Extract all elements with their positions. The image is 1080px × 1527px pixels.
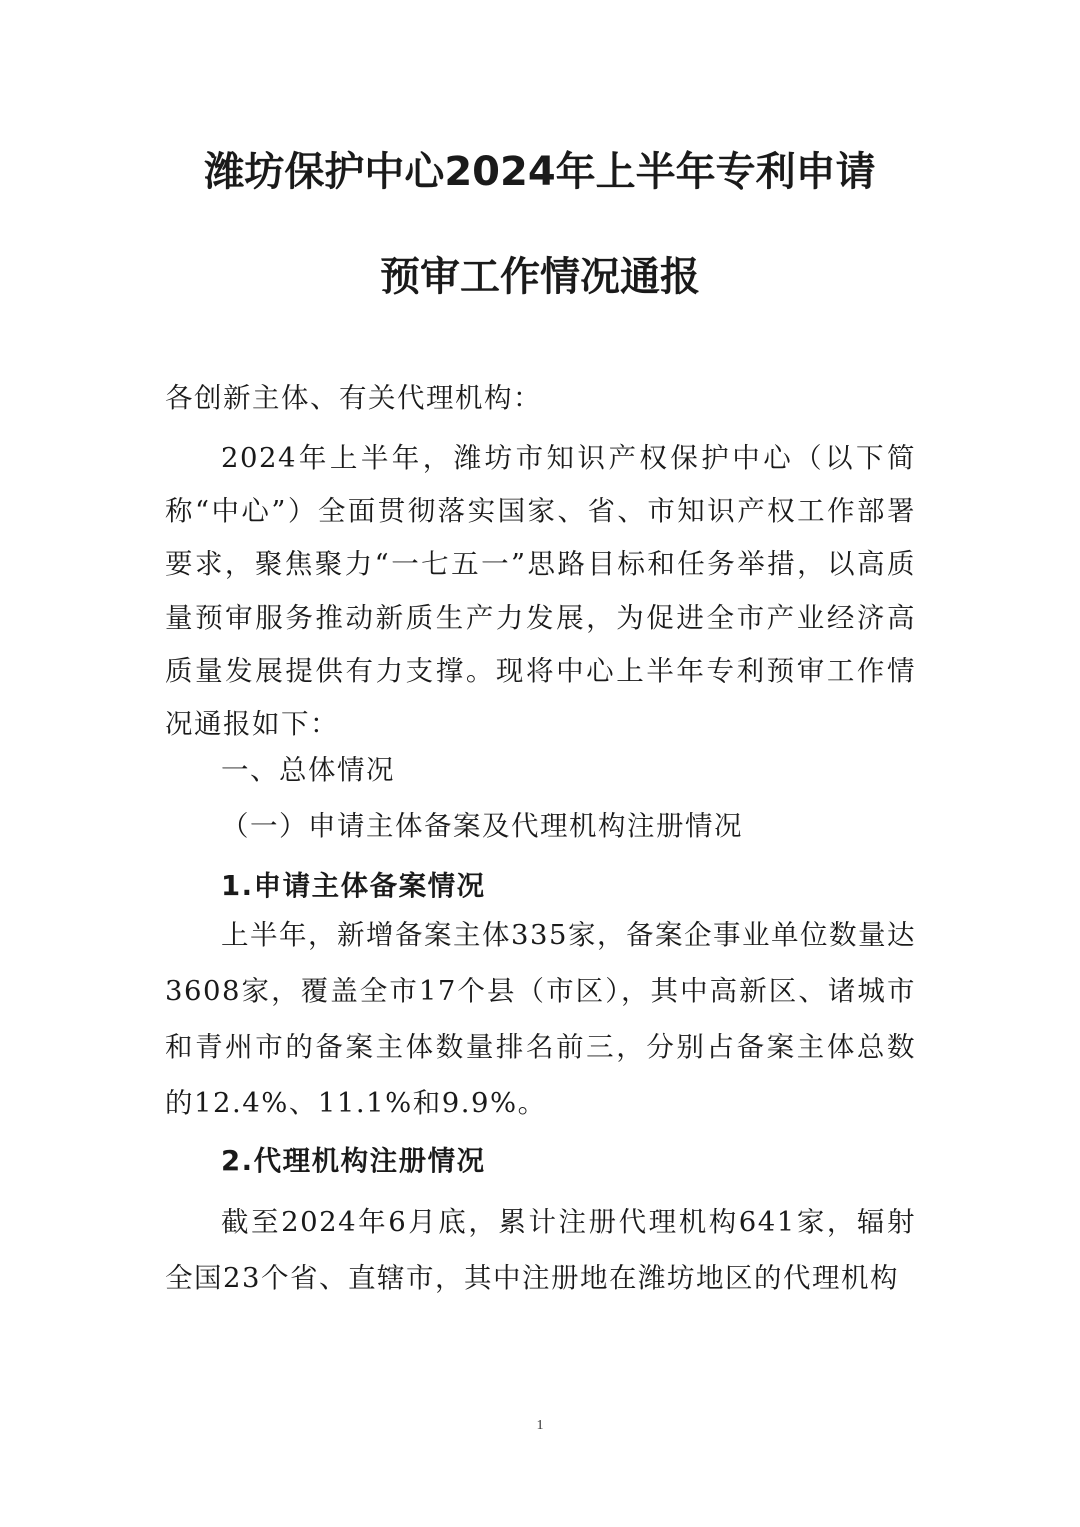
intro-paragraph: 2024年上半年，潍坊市知识产权保护中心（以下简称“中心”）全面贯彻落实国家、省、市知识产权工作部署要求，聚焦聚力“一七五一”思路目标和任务举措，以高质量预审服务推动新质生产力发展，为促进全市产业经济高质量发展提供有力支撑。现将中心上半年专利预审工作情况通报如下： [165, 442, 916, 741]
document-title-line-2: 预审工作情况通报 [380, 254, 700, 300]
document-title-line-1: 潍坊保护中心2024年上半年专利申请 [204, 149, 876, 195]
item-heading-agency-registration: 2.代理机构注册情况 [221, 1145, 486, 1177]
agency-registration-paragraph: 截至2024年6月底，累计注册代理机构641家，辐射全国23个省、直辖市，其中注册地在潍坊地区的代理机构 [165, 1206, 916, 1294]
applicant-filing-paragraph: 上半年，新增备案主体335家，备案企事业单位数量达3608家，覆盖全市17个县（市区），其中高新区、诸城市和青州市的备案主体数量排名前三，分别占备案主体总数的12.4%、11.1%和9.9%。 [165, 919, 916, 1119]
salutation: 各创新主体、有关代理机构： [165, 382, 542, 414]
item-heading-applicant-filing: 1.申请主体备案情况 [221, 870, 486, 902]
subsection-heading-registration: （一）申请主体备案及代理机构注册情况 [221, 810, 743, 842]
page-number: 1 [536, 1418, 544, 1433]
section-heading-overview: 一、总体情况 [221, 754, 395, 786]
